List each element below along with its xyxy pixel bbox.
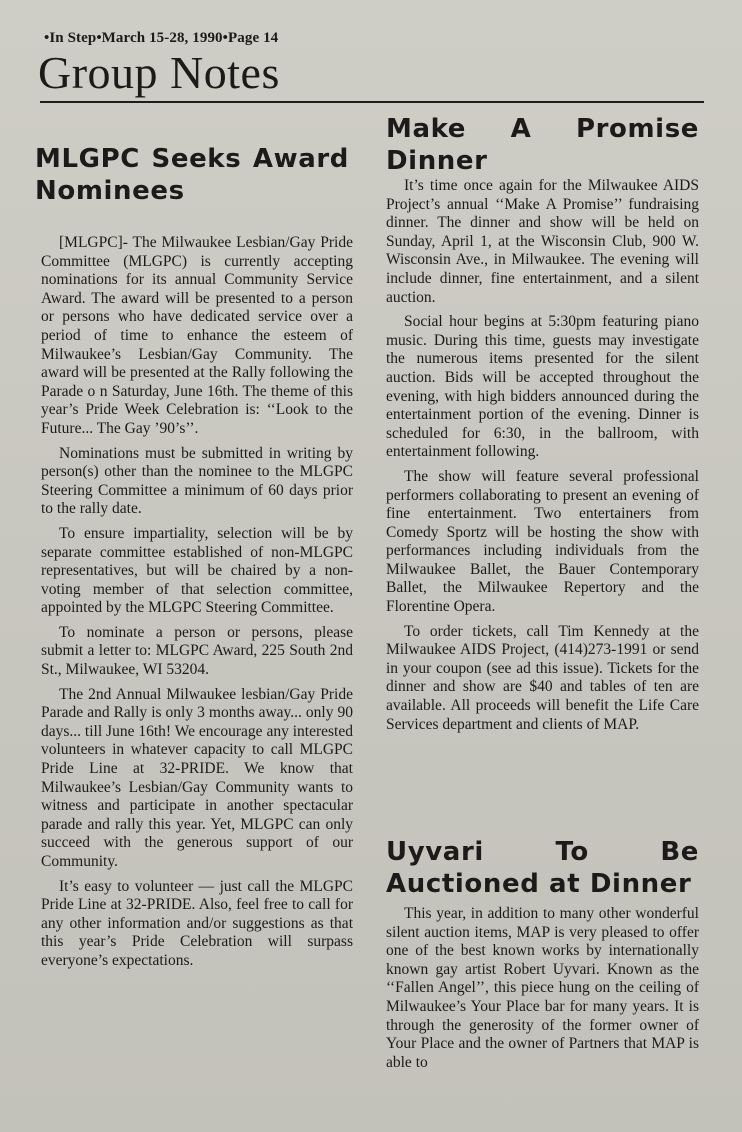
article-headline-uyvari: Uyvari To Be Auctioned at Dinner xyxy=(386,837,699,899)
paragraph: This year, in addition to many other wonderful silent auction items, MAP is very pleased to offer one of the best known works by internationally known gay artist Robert Uyvari. Known as the ‘‘Fallen Angel’’, this piece hung on the ceiling of Milwaukee’s Your Place bar for many years. It is through the generosity of the former owner of Your Place and the owner of Partners that MAP is able to xyxy=(386,905,699,1071)
article-body-promise xyxy=(386,177,699,740)
paragraph: [MLGPC]- The Milwaukee Lesbian/Gay Pride Committee (MLGPC) is currently accepting nominations for its annual Community Service Award. The award will be presented to a person or persons who have dedicated service over a period of time to enhance the esteem of Milwaukee’s Lesbian/Gay Community. The award will be presented at the Rally following the Parade o n Saturday, June 16th. The theme of this year’s Pride Week Celebration is: ‘‘Look to the Future... The Gay ’90’s’’. xyxy=(41,234,353,437)
paragraph: To nominate a person or persons, please submit a letter to: MLGPC Award, 225 South 2nd St., Milwaukee, WI 53204. xyxy=(41,623,353,679)
paragraph: It’s easy to volunteer — just call the MLGPC Pride Line at 32-PRIDE. Also, feel free to call for any other information and/or suggestions as that this year’s Pride Celebration will surpass everyone’s expectations. xyxy=(41,877,353,969)
paragraph: Nominations must be submitted in writing by person(s) other than the nominee to the MLGPC Steering Committee a minimum of 60 days prior to the rally date. xyxy=(41,444,353,518)
paragraph: Social hour begins at 5:30pm featuring piano music. During this time, guests may investigate the numerous items presented for the silent auction. Bids will be accepted throughout the evening, with high bidders announced during the entertainment portion of the evening. Dinner is scheduled for 6:30, in the ballroom, with entertainment following. xyxy=(386,313,699,461)
paragraph: It’s time once again for the Milwaukee AIDS Project’s annual ‘‘Make A Promise’’ fundraising dinner. The dinner and show will be held on Sunday, April 1, at the Wisconsin Club, 900 W. Wisconsin Ave., in Milwaukee. The evening will include dinner, fine entertainment, and a silent auction. xyxy=(386,177,699,306)
paragraph: The 2nd Annual Milwaukee lesbian/Gay Pride Parade and Rally is only 3 months away... only 90 days... till June 16th! We encourage any interested volunteers in whatever capacity to call MLGPC Pride Line at 32-PRIDE. We know that Milwaukee’s Lesbian/Gay Community wants to witness and participate in another spectacular parade and rally this year. Yet, MLGPC can only succeed with the generous support of our Community. xyxy=(41,685,353,870)
article-headline-mlgpc: MLGPC Seeks Award Nominees xyxy=(35,144,349,206)
issue-header: •In Step•March 15-28, 1990•Page 14 xyxy=(44,30,279,46)
section-title: Group Notes xyxy=(38,47,280,98)
article-body-uyvari xyxy=(386,905,699,1078)
article-body-mlgpc xyxy=(41,234,353,977)
article-headline-promise: Make A Promise Dinner xyxy=(386,114,699,176)
header-rule xyxy=(40,101,704,103)
paragraph: To ensure impartiality, selection will be by separate committee established of non-MLGPC representatives, but will be chaired by a non-voting member of that selection committee, appointed by the MLGPC Steering Committee. xyxy=(41,524,353,617)
paragraph: To order tickets, call Tim Kennedy at the Milwaukee AIDS Project, (414)273-1991 or send in your coupon (see ad this issue). Tickets for the dinner and show are $40 and tables of ten are available. All proceeds will benefit the Life Care Services department and clients of MAP. xyxy=(386,622,699,733)
paragraph: The show will feature several professional performers collaborating to present an evening of fine entertainment. Two entertainers from Comedy Sportz will be hosting the show with performances including individuals from the Milwaukee Ballet, the Bauer Contemporary Ballet, the Milwaukee Repertory and the Florentine Opera. xyxy=(386,467,699,616)
